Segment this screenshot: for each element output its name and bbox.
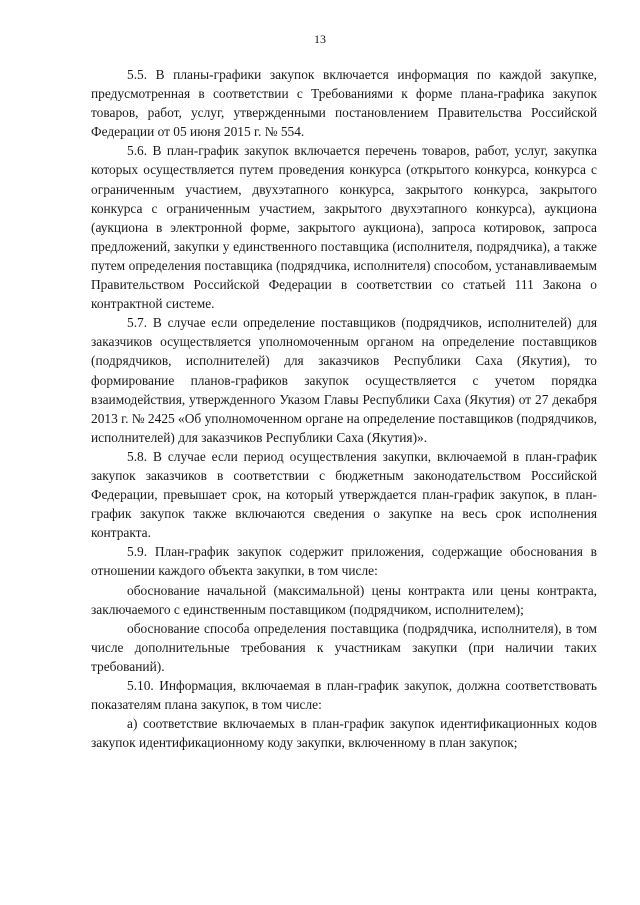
page-number: 13	[314, 32, 326, 46]
paragraph-5-8: 5.8. В случае если период осуществления закупки, включаемой в план-график закупок заказчиков в соответствии с бюджетным законодательством Российской Федерации, превышает срок, на который утверждается план-график закупок, в план-график закупок также включаются сведения о закупке на весь срок исполнения контракта.	[91, 448, 597, 541]
paragraph-5-7: 5.7. В случае если определение поставщиков (подрядчиков, исполнителей) для заказчиков осуществляется уполномоченным органом на определение поставщиков (подрядчиков, исполнителей) для заказчиков Республики Саха (Якутия), то формирование планов-графиков закупок осуществляется с учетом порядка взаимодействия, утвержденного Указом Главы Республики Саха (Якутия) от 27 декабря 2013 г. № 2425 «Об уполномоченном органе на определение поставщиков (подрядчиков, исполнителей) для заказчиков Республики Саха (Якутия)».	[91, 315, 598, 445]
document-body	[91, 65, 597, 752]
paragraph-5-10-a: а) соответствие включаемых в план-график закупок идентификационных кодов закупок идентификационному коду закупки, включенному в план закупок;	[91, 716, 597, 751]
paragraph-5-9: 5.9. План-график закупок содержит приложения, содержащие обоснования в отношении каждого объекта закупки, в том числе:	[91, 544, 597, 579]
paragraph-5-9-method-justification: обоснование способа определения поставщика (подрядчика, исполнителя), в том числе дополнительные требования к участникам закупки (при наличии таких требований).	[91, 620, 597, 674]
paragraph-5-5: 5.5. В планы-графики закупок включается информация по каждой закупке, предусмотренная в соответствии с Требованиями к форме плана-графика закупок товаров, работ, услуг, утвержденными постановлением Правительства Российской Федерации от 05 июня 2015 г. № 554.	[91, 67, 597, 140]
paragraph-5-9-price-justification: обоснование начальной (максимальной) цены контракта или цены контракта, заключаемого с единственным поставщиком (подрядчиком, исполнителем);	[91, 582, 597, 617]
paragraph-5-10: 5.10. Информация, включаемая в план-график закупок, должна соответствовать показателям плана закупок, в том числе:	[91, 678, 597, 713]
paragraph-5-6: 5.6. В план-график закупок включается перечень товаров, работ, услуг, закупка которых осуществляется путем проведения конкурса (открытого конкурса, конкурса с ограниченным участием, двухэтапного конкурса, закрытого конкурса, закрытого конкурса с ограниченным участием, закрытого двухэтапного конкурса), аукциона (аукциона в электронной форме, закрытого аукциона), запроса котировок, запроса предложений, закупки у единственного поставщика (исполнителя, подрядчика), а также путем определения поставщика (подрядчика, исполнителя) способом, устанавливаемым Правительством Российской Федерации в соответствии со статьей 111 Закона о контрактной системе.	[91, 143, 597, 312]
